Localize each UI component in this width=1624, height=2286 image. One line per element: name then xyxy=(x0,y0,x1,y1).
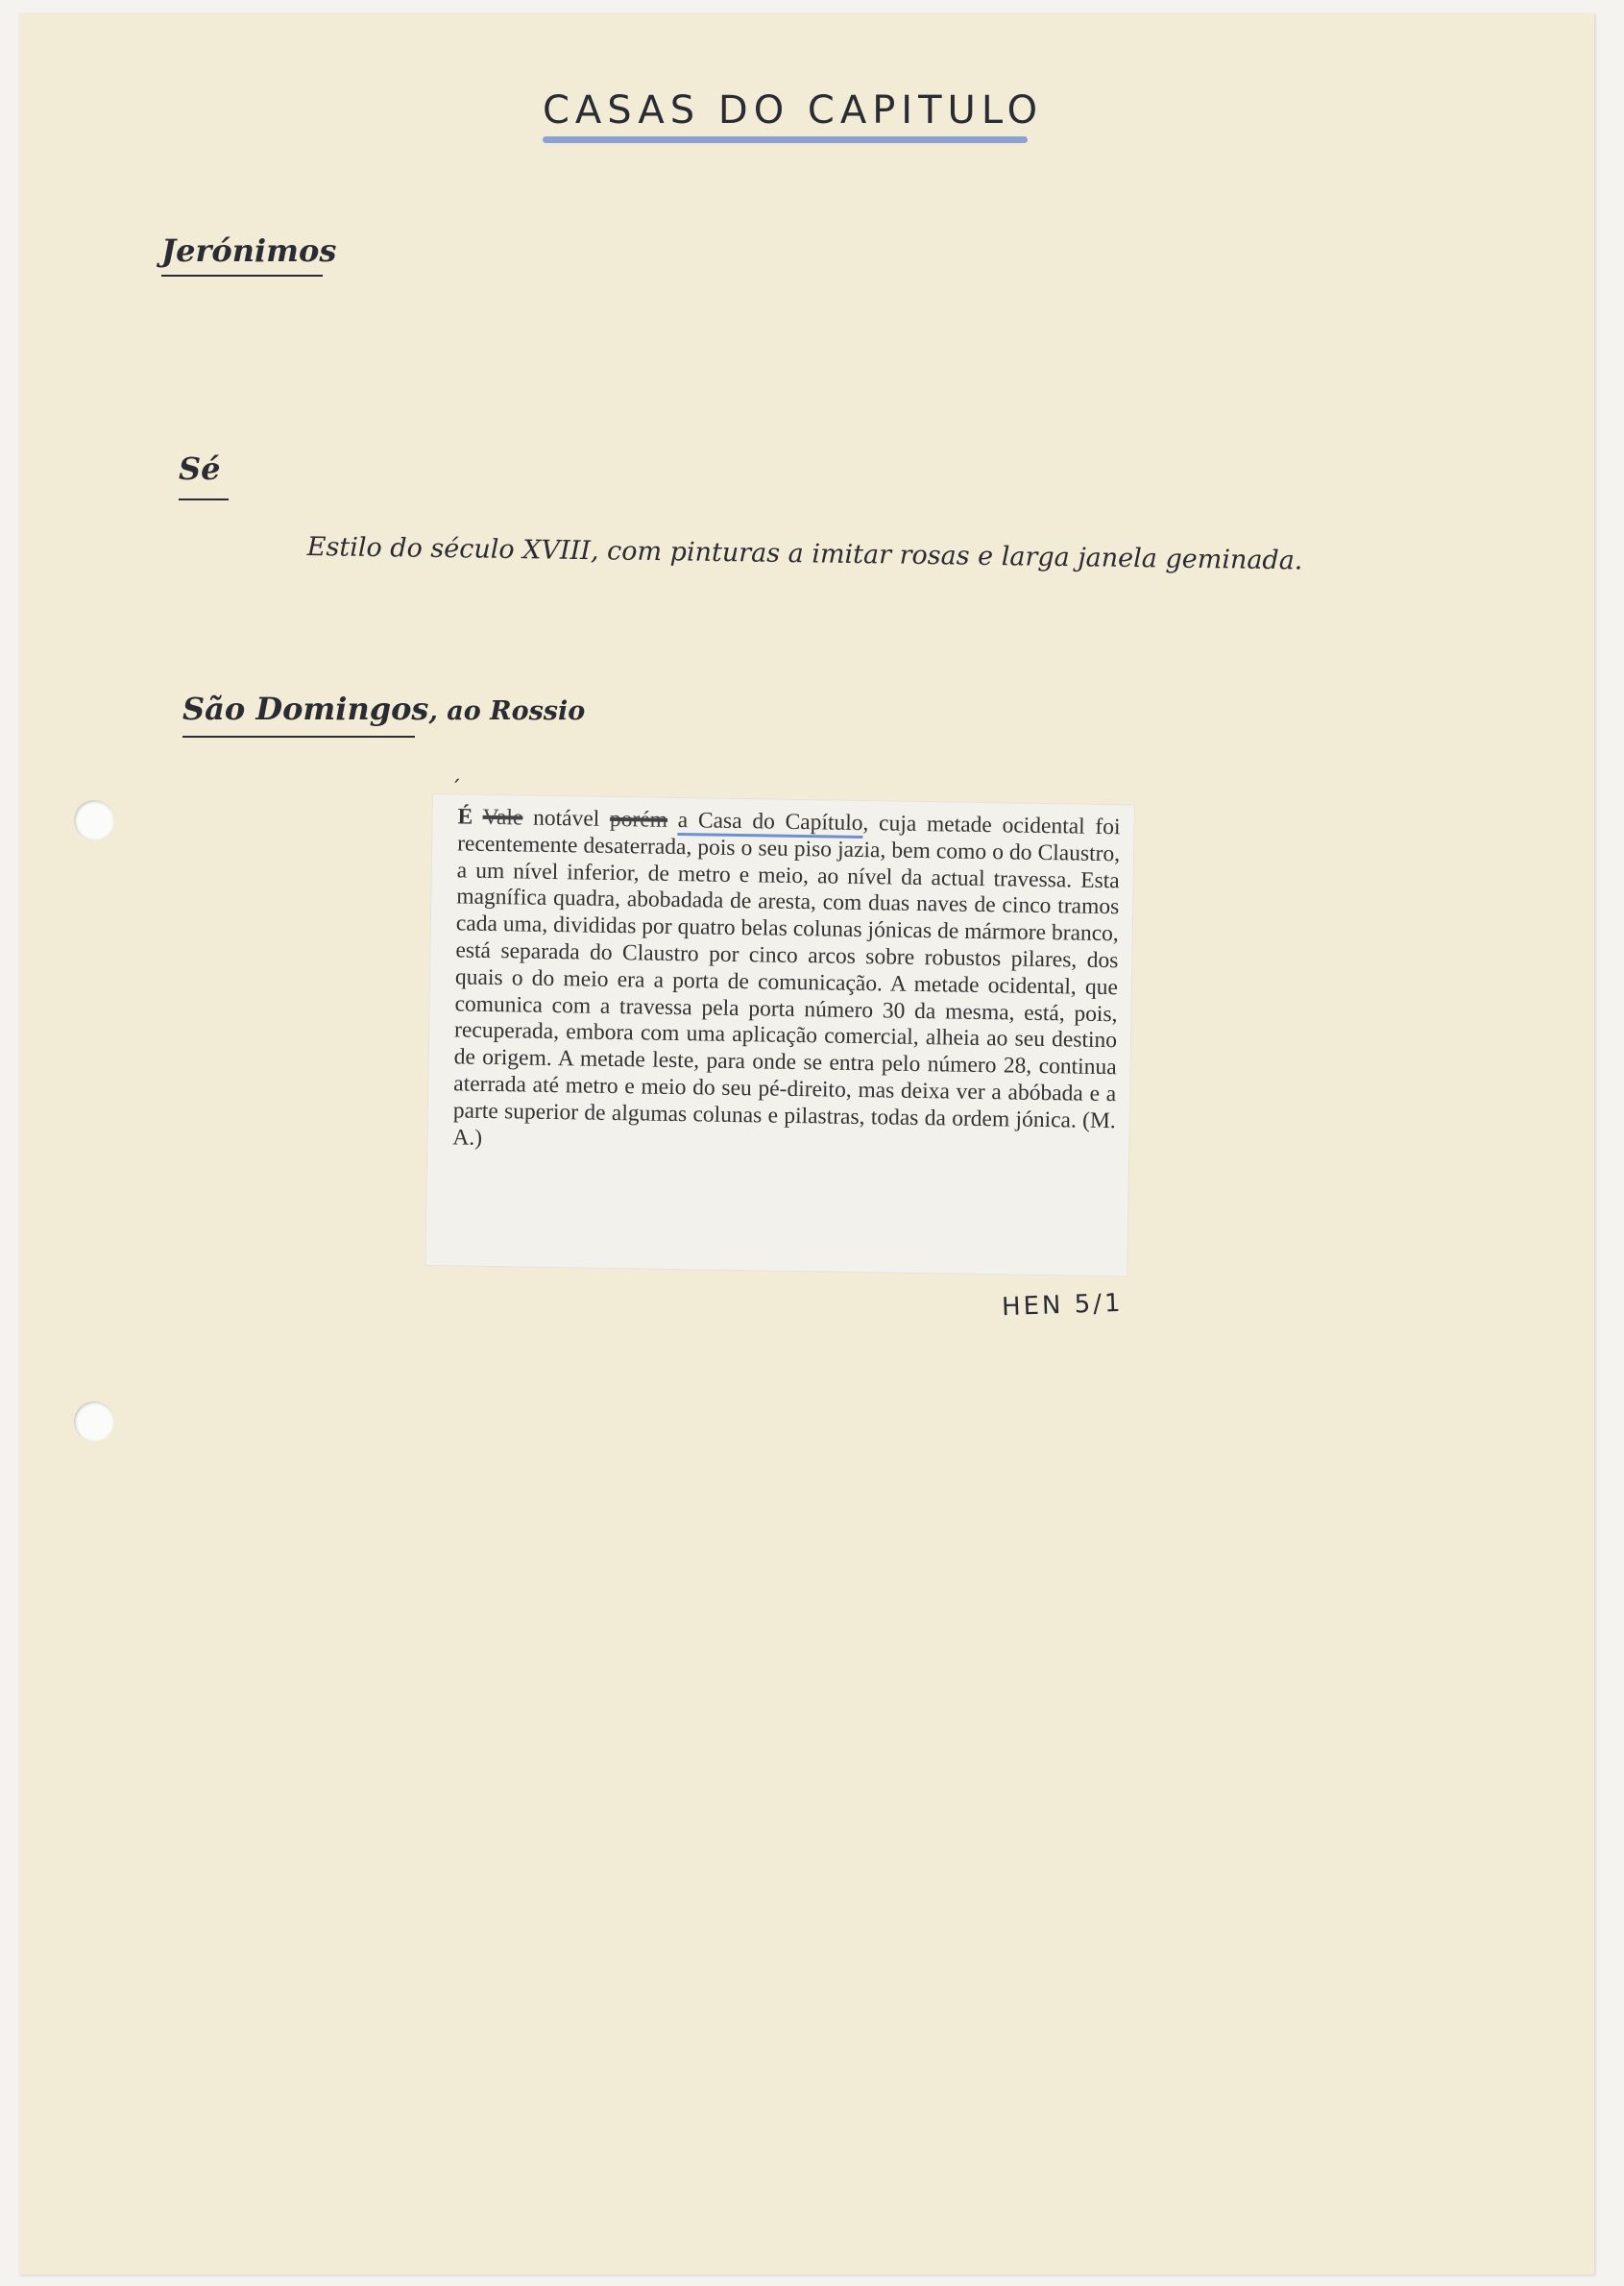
section-heading-se: Sé xyxy=(179,450,221,487)
title-underline xyxy=(543,136,1028,143)
section-heading-sao-domingos xyxy=(182,691,585,727)
punch-hole-top xyxy=(74,800,114,840)
section-heading-jeronimos: Jerónimos xyxy=(161,232,337,269)
section-note-se: Estilo do século XVIII, com pinturas a imitar rosas e larga janela geminada. xyxy=(306,532,1303,576)
struck-word: Vale xyxy=(482,804,523,831)
punch-hole-bottom xyxy=(74,1401,114,1442)
clipping-body: , cuja metade ocidental foi recentemente desaterrada, pois o seu piso jazia, bem como o do Claustro, a um nível inferior, de metro e meio, ao nível da actual travessa. Esta magnífica quadra, abobadada de aresta, com duas naves de cinco tramos cada uma, divididas por quatro belas colunas jónicas de mármore branco, está separada do Claustro por cinco arcos sobre robustos pilares, dos quais o do meio era a porta de comunicação. A metade ocidental, que comunica com a travessa pela porta número 30 da mesma, está, pois, recuperada, embora com uma aplicação comercial, alheia ao seu destino de origem. A metade leste, para onde se entra pelo número 28, continua aterrada até metro e meio do seu pé-direito, mas deixa ver a abóbada e a parte superior de algumas colunas e pilastras, todas da ordem jónica. (M. A.) xyxy=(452,811,1121,1151)
section-heading-underline xyxy=(161,275,323,277)
struck-word: porém xyxy=(609,806,668,833)
clipping-text xyxy=(452,804,1121,1161)
reference-mark: HEN 5/1 xyxy=(1001,1288,1125,1323)
heading-suffix: , ao Rossio xyxy=(428,696,586,726)
document-page xyxy=(19,13,1594,2274)
clipping-accent-mark: ´ xyxy=(449,777,462,802)
section-heading-underline xyxy=(179,499,229,500)
underlined-phrase: a Casa do Capítulo xyxy=(678,808,863,839)
section-heading-underline xyxy=(182,736,415,738)
clipping-word: notável xyxy=(532,805,600,832)
page-title: CASAS DO CAPITULO xyxy=(543,88,1044,133)
newspaper-clipping xyxy=(424,777,1135,1277)
heading-main: São Domingos xyxy=(182,691,429,727)
clipping-prefix: É xyxy=(457,804,473,830)
